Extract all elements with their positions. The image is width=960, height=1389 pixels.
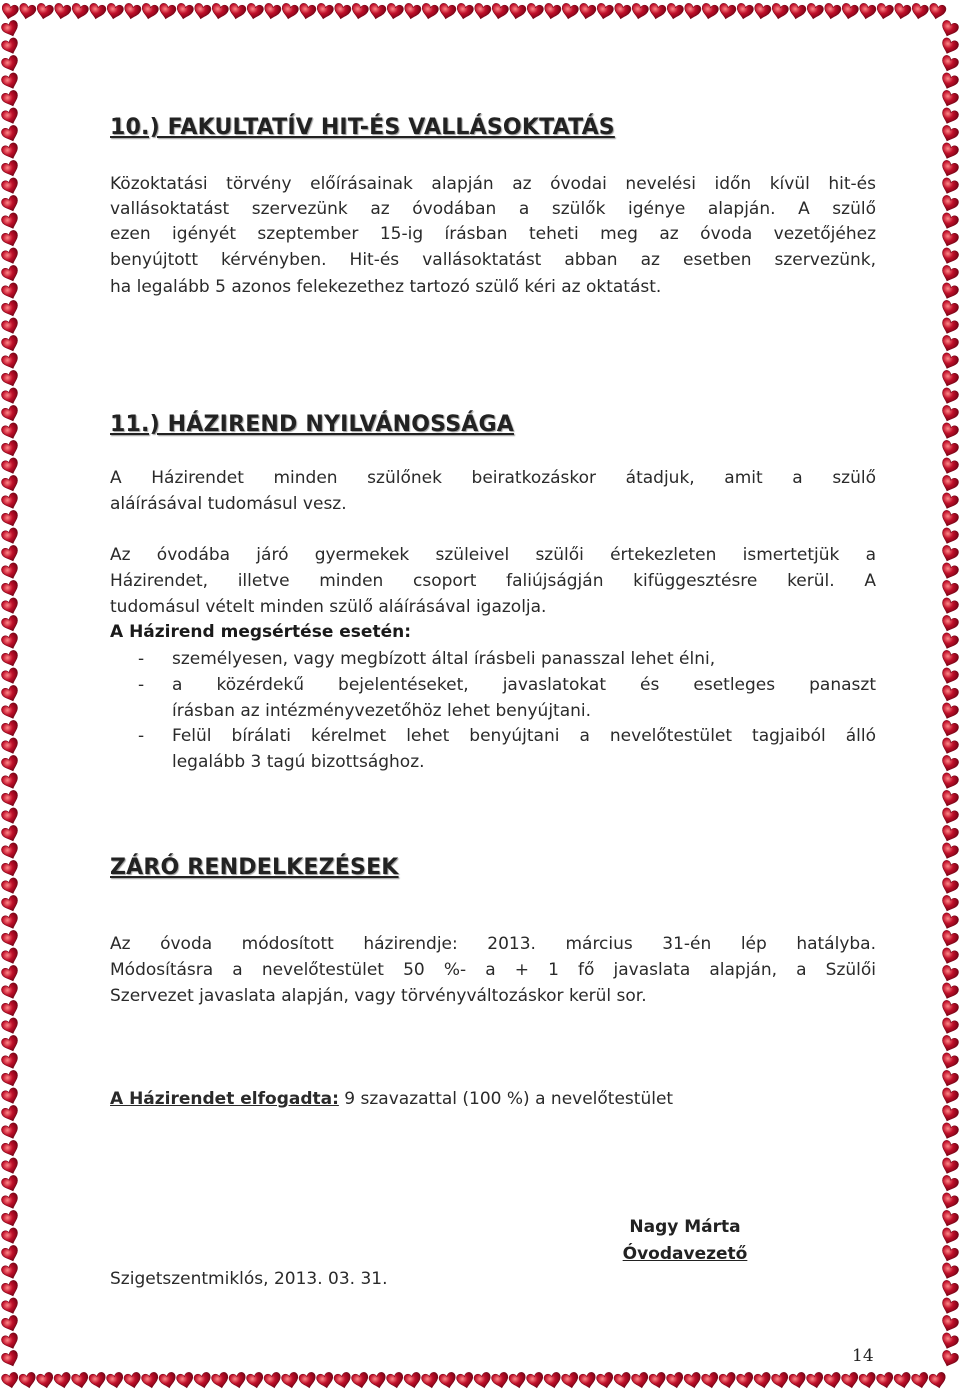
heart-icon	[939, 702, 959, 722]
heart-icon	[788, 1372, 807, 1389]
heart-icon	[858, 1372, 877, 1389]
heart-icon	[893, 1372, 912, 1389]
heart-icon	[0, 369, 20, 389]
heart-icon	[420, 3, 439, 21]
heart-icon	[228, 3, 247, 21]
heart-icon	[928, 3, 947, 21]
heart-icon	[0, 1262, 20, 1282]
closing-line: Az óvoda módosított házirendje: 2013. március 31-én lép hatályba.	[110, 934, 876, 954]
heart-icon	[0, 1139, 20, 1159]
heart-icon	[0, 159, 20, 179]
heart-icon	[333, 1372, 352, 1389]
section11-para2-line: tudomásul vételt minden szülő aláírásával igazolja.	[110, 597, 547, 617]
heart-icon	[0, 194, 20, 214]
heart-icon	[939, 719, 959, 739]
section10-heading: 10.) FAKULTATÍV HIT-ÉS VALLÁSOKTATÁS	[110, 115, 615, 140]
heart-icon	[939, 1122, 959, 1142]
heart-icon	[263, 3, 282, 21]
heart-icon	[210, 3, 229, 21]
heart-icon	[0, 1087, 20, 1107]
heart-icon	[298, 3, 317, 21]
heart-icon	[263, 1372, 282, 1389]
heart-icon	[939, 1349, 959, 1369]
heart-icon	[0, 772, 20, 792]
closing-heading: ZÁRÓ RENDELKEZÉSEK	[110, 855, 399, 880]
heart-icon	[841, 1372, 860, 1389]
heart-icon	[543, 3, 562, 21]
heart-icon	[939, 474, 959, 494]
heart-icon	[0, 1052, 20, 1072]
adoption-text: 9 szavazattal (100 %) a nevelőtestület	[338, 1089, 674, 1109]
heart-icon	[106, 1372, 125, 1389]
section11-para1-line: A Házirendet minden szülőnek beiratkozáskor átadjuk, amit a szülő	[110, 468, 876, 488]
signature-block	[600, 1214, 770, 1268]
violation-heading: A Házirend megsértése esetén:	[110, 622, 412, 642]
heart-icon	[939, 1052, 959, 1072]
heart-icon	[88, 3, 107, 21]
heart-icon	[0, 789, 20, 809]
heart-icon	[806, 1372, 825, 1389]
heart-icon	[0, 807, 20, 827]
heart-icon	[350, 3, 369, 21]
heart-icon	[939, 177, 959, 197]
heart-icon	[788, 3, 807, 21]
place-date: Szigetszentmiklós, 2013. 03. 31.	[110, 1269, 388, 1289]
heart-icon	[0, 317, 20, 337]
heart-icon	[0, 387, 20, 407]
heart-icon	[0, 212, 20, 232]
adoption-statement	[110, 1087, 876, 1113]
heart-icon	[490, 3, 509, 21]
heart-icon	[939, 597, 959, 617]
heart-icon	[939, 527, 959, 547]
heart-icon	[35, 3, 54, 21]
heart-icon	[140, 3, 159, 21]
heart-icon	[823, 3, 842, 21]
heart-icon	[939, 999, 959, 1019]
heart-icon	[911, 1372, 930, 1389]
heart-icon	[526, 1372, 545, 1389]
heart-icon	[805, 3, 824, 21]
heart-icon	[939, 1087, 959, 1107]
heart-icon	[939, 54, 959, 74]
heart-icon	[939, 667, 959, 687]
heart-icon	[876, 1372, 895, 1389]
heart-icon	[0, 1017, 20, 1037]
closing-line: Módosításra a nevelőtestület 50 %- a + 1 fő javaslata alapján, a Szülői	[110, 960, 876, 980]
heart-icon	[525, 3, 544, 21]
heart-icon	[0, 544, 20, 564]
heart-icon	[386, 1372, 405, 1389]
heart-icon	[939, 877, 959, 897]
heart-icon	[823, 1372, 842, 1389]
heart-icon	[683, 3, 702, 21]
closing-line: Szervezet javaslata alapján, vagy törvényváltozáskor kerül sor.	[110, 986, 647, 1006]
heart-icon	[939, 614, 959, 634]
heart-icon	[939, 159, 959, 179]
heart-icon	[939, 317, 959, 337]
heart-icon	[508, 1372, 527, 1389]
heart-icon	[939, 352, 959, 372]
heart-icon	[939, 579, 959, 599]
heart-icon	[36, 1372, 55, 1389]
heart-icon	[596, 1372, 615, 1389]
heart-icon	[0, 667, 20, 687]
section11-heading: 11.) HÁZIREND NYILVÁNOSSÁGA	[110, 412, 514, 437]
heart-icon	[939, 439, 959, 459]
heart-icon	[0, 1174, 20, 1194]
heart-icon	[939, 684, 959, 704]
heart-icon	[0, 632, 20, 652]
heart-icon	[0, 352, 20, 372]
heart-icon	[939, 1227, 959, 1247]
heart-icon	[385, 3, 404, 21]
heart-icon	[939, 1157, 959, 1177]
heart-icon	[736, 1372, 755, 1389]
heart-icon	[939, 632, 959, 652]
heart-icon	[561, 1372, 580, 1389]
heart-icon	[939, 107, 959, 127]
heart-icon	[316, 1372, 335, 1389]
heart-icon	[158, 1372, 177, 1389]
heart-icon	[0, 177, 20, 197]
heart-icon	[176, 1372, 195, 1389]
heart-icon	[0, 719, 20, 739]
heart-icon	[228, 1372, 247, 1389]
page-number: 14	[852, 1346, 874, 1366]
heart-icon	[613, 1372, 632, 1389]
heart-icon	[939, 299, 959, 319]
heart-icon	[158, 3, 177, 21]
heart-icon	[683, 1372, 702, 1389]
section11-para1-line: aláírásával tudomásul vesz.	[110, 494, 347, 514]
heart-icon	[0, 684, 20, 704]
heart-icon	[939, 1034, 959, 1054]
heart-icon	[893, 3, 912, 21]
heart-icon	[939, 1069, 959, 1089]
heart-icon	[211, 1372, 230, 1389]
heart-icon	[770, 3, 789, 21]
heart-icon	[0, 1297, 20, 1317]
heart-icon	[70, 3, 89, 21]
heart-icon	[0, 422, 20, 442]
heart-icon	[0, 737, 20, 757]
heart-icon	[0, 89, 20, 109]
heart-icon	[613, 3, 632, 21]
heart-icon	[939, 1297, 959, 1317]
heart-icon	[0, 1157, 20, 1177]
heart-icon	[0, 929, 20, 949]
heart-icon	[0, 1244, 20, 1264]
heart-icon	[105, 3, 124, 21]
heart-icon	[1, 1372, 20, 1389]
heart-icon	[0, 842, 20, 862]
heart-icon	[141, 1372, 160, 1389]
heart-icon	[939, 544, 959, 564]
heart-icon	[0, 1227, 20, 1247]
heart-icon	[403, 3, 422, 21]
heart-icon	[0, 264, 20, 284]
heart-icon	[71, 1372, 90, 1389]
heart-icon	[473, 1372, 492, 1389]
heart-icon	[0, 1209, 20, 1229]
section11-para2-line: Az óvodába járó gyermekek szüleivel szülői értekezleten ismertetjük a	[110, 545, 876, 565]
heart-icon	[928, 1372, 947, 1389]
heart-icon	[0, 1034, 20, 1054]
list-item-text: személyesen, vagy megbízott által írásbeli panasszal lehet élni,	[172, 649, 716, 669]
heart-icon	[456, 1372, 475, 1389]
list-item-text: írásban az intézményvezetőhöz lehet benyújtani.	[172, 701, 592, 721]
heart-icon	[939, 1192, 959, 1212]
heart-icon	[0, 19, 20, 39]
heart-icon	[0, 54, 20, 74]
heart-icon	[771, 1372, 790, 1389]
heart-icon	[281, 1372, 300, 1389]
heart-icon	[0, 1349, 20, 1369]
heart-icon	[0, 1332, 20, 1352]
heart-icon	[939, 1174, 959, 1194]
heart-icon	[0, 912, 20, 932]
heart-icon	[700, 3, 719, 21]
heart-icon	[939, 404, 959, 424]
section10-line: benyújtott kérvényben. Hit-és vallásoktatást abban az esetben szervezünk,	[110, 250, 876, 270]
signature-title: Óvodavezető	[622, 1244, 748, 1264]
heart-icon	[939, 124, 959, 144]
heart-icon	[648, 3, 667, 21]
heart-icon	[0, 334, 20, 354]
heart-icon	[939, 1332, 959, 1352]
heart-icon	[939, 1279, 959, 1299]
heart-icon	[0, 457, 20, 477]
heart-icon	[578, 1372, 597, 1389]
heart-icon	[939, 1209, 959, 1229]
heart-icon	[939, 212, 959, 232]
heart-icon	[939, 1262, 959, 1282]
heart-icon	[939, 824, 959, 844]
heart-icon	[939, 19, 959, 39]
heart-icon	[939, 912, 959, 932]
heart-icon	[939, 1017, 959, 1037]
heart-icon	[421, 1372, 440, 1389]
heart-icon	[666, 1372, 685, 1389]
heart-icon	[0, 649, 20, 669]
heart-icon	[939, 37, 959, 57]
heart-icon	[193, 3, 212, 21]
heart-icon	[631, 1372, 650, 1389]
heart-icon	[910, 3, 929, 21]
list-dash: -	[138, 649, 145, 669]
heart-icon	[0, 1279, 20, 1299]
heart-icon	[939, 282, 959, 302]
heart-icon	[939, 89, 959, 109]
heart-icon	[351, 1372, 370, 1389]
heart-icon	[939, 457, 959, 477]
heart-icon	[0, 1192, 20, 1212]
heart-icon	[939, 334, 959, 354]
heart-icon	[0, 1122, 20, 1142]
heart-icon	[53, 3, 72, 21]
heart-icon	[939, 562, 959, 582]
heart-icon	[175, 3, 194, 21]
heart-icon	[491, 1372, 510, 1389]
heart-icon	[939, 387, 959, 407]
heart-icon	[578, 3, 597, 21]
heart-icon	[0, 474, 20, 494]
heart-icon	[939, 772, 959, 792]
heart-icon	[875, 3, 894, 21]
heart-icon	[939, 369, 959, 389]
heart-icon	[543, 1372, 562, 1389]
heart-icon	[939, 194, 959, 214]
heart-icon	[53, 1372, 72, 1389]
heart-icon	[665, 3, 684, 21]
heart-icon	[0, 597, 20, 617]
heart-icon	[438, 1372, 457, 1389]
list-item-text: Felül bírálati kérelmet lehet benyújtani a nevelőtestület tagjaiból álló	[172, 726, 876, 746]
heart-icon	[508, 3, 527, 21]
heart-icon	[701, 1372, 720, 1389]
list-dash: -	[138, 726, 145, 746]
heart-icon	[0, 509, 20, 529]
heart-icon	[18, 1372, 37, 1389]
heart-icon	[0, 982, 20, 1002]
heart-icon	[0, 754, 20, 774]
heart-icon	[753, 1372, 772, 1389]
heart-icon	[0, 527, 20, 547]
heart-icon	[840, 3, 859, 21]
heart-icon	[939, 1314, 959, 1334]
heart-icon	[753, 3, 772, 21]
heart-icon	[560, 3, 579, 21]
heart-icon	[438, 3, 457, 21]
heart-icon	[0, 72, 20, 92]
heart-icon	[0, 859, 20, 879]
heart-icon	[939, 982, 959, 1002]
heart-icon	[0, 299, 20, 319]
heart-icon	[0, 404, 20, 424]
heart-icon	[939, 894, 959, 914]
adoption-label: A Házirendet elfogadta:	[110, 1089, 339, 1109]
list-dash: -	[138, 675, 145, 695]
heart-icon	[939, 264, 959, 284]
heart-icon	[368, 1372, 387, 1389]
heart-icon	[939, 509, 959, 529]
heart-icon	[0, 894, 20, 914]
heart-icon	[0, 124, 20, 144]
heart-icon	[0, 439, 20, 459]
heart-icon	[718, 1372, 737, 1389]
section10-line: vallásoktatást szervezünk az óvodában a szülők igénye alapján. A szülő	[110, 199, 876, 219]
heart-icon	[0, 229, 20, 249]
heart-icon	[939, 929, 959, 949]
heart-icon	[0, 999, 20, 1019]
heart-icon	[245, 3, 264, 21]
heart-icon	[0, 142, 20, 162]
heart-icon	[123, 3, 142, 21]
heart-icon	[315, 3, 334, 21]
heart-icon	[123, 1372, 142, 1389]
heart-icon	[939, 807, 959, 827]
heart-icon	[939, 737, 959, 757]
heart-icon	[648, 1372, 667, 1389]
heart-icon	[0, 614, 20, 634]
heart-icon	[0, 37, 20, 57]
heart-icon	[18, 3, 37, 21]
heart-icon	[246, 1372, 265, 1389]
heart-icon	[939, 229, 959, 249]
heart-icon	[939, 492, 959, 512]
heart-icon	[193, 1372, 212, 1389]
heart-icon	[298, 1372, 317, 1389]
heart-icon	[939, 789, 959, 809]
heart-icon	[0, 492, 20, 512]
heart-icon	[939, 422, 959, 442]
heart-icon	[0, 877, 20, 897]
heart-icon	[0, 107, 20, 127]
heart-icon	[473, 3, 492, 21]
section10-line: Közoktatási törvény előírásainak alapján az óvodai nevelési időn kívül hit-és	[110, 174, 876, 194]
heart-icon	[0, 1069, 20, 1089]
heart-icon	[939, 1244, 959, 1264]
list-item-text: legalább 3 tagú bizottsághoz.	[172, 752, 425, 772]
heart-icon	[939, 947, 959, 967]
section10-line: ezen igényét szeptember 15-ig írásban teheti meg az óvoda vezetőjéhez	[110, 224, 876, 244]
section11-para2-line: Házirendet, illetve minden csoport faliújságján kifüggesztésre kerül. A	[110, 571, 876, 591]
heart-icon	[595, 3, 614, 21]
heart-icon	[0, 702, 20, 722]
heart-icon	[939, 754, 959, 774]
heart-icon	[0, 947, 20, 967]
section10-line: ha legalább 5 azonos felekezethez tartozó szülő kéri az oktatást.	[110, 277, 662, 297]
heart-icon	[280, 3, 299, 21]
heart-icon	[0, 824, 20, 844]
heart-icon	[403, 1372, 422, 1389]
heart-icon	[0, 1314, 20, 1334]
heart-icon	[0, 247, 20, 267]
heart-icon	[0, 282, 20, 302]
heart-icon	[88, 1372, 107, 1389]
heart-icon	[939, 964, 959, 984]
heart-icon	[939, 247, 959, 267]
heart-icon	[0, 1104, 20, 1124]
heart-icon	[939, 649, 959, 669]
heart-icon	[0, 3, 19, 21]
heart-icon	[735, 3, 754, 21]
heart-icon	[939, 142, 959, 162]
heart-icon	[939, 859, 959, 879]
list-item-text: a közérdekű bejelentéseket, javaslatokat és esetleges panaszt	[172, 675, 876, 695]
heart-icon	[718, 3, 737, 21]
heart-icon	[939, 1104, 959, 1124]
heart-icon	[939, 842, 959, 862]
signature-name: Nagy Márta	[629, 1217, 741, 1237]
heart-icon	[0, 964, 20, 984]
heart-icon	[0, 579, 20, 599]
heart-icon	[0, 562, 20, 582]
heart-icon	[939, 72, 959, 92]
heart-icon	[858, 3, 877, 21]
heart-icon	[455, 3, 474, 21]
heart-icon	[368, 3, 387, 21]
heart-icon	[333, 3, 352, 21]
heart-icon	[939, 1139, 959, 1159]
heart-icon	[630, 3, 649, 21]
